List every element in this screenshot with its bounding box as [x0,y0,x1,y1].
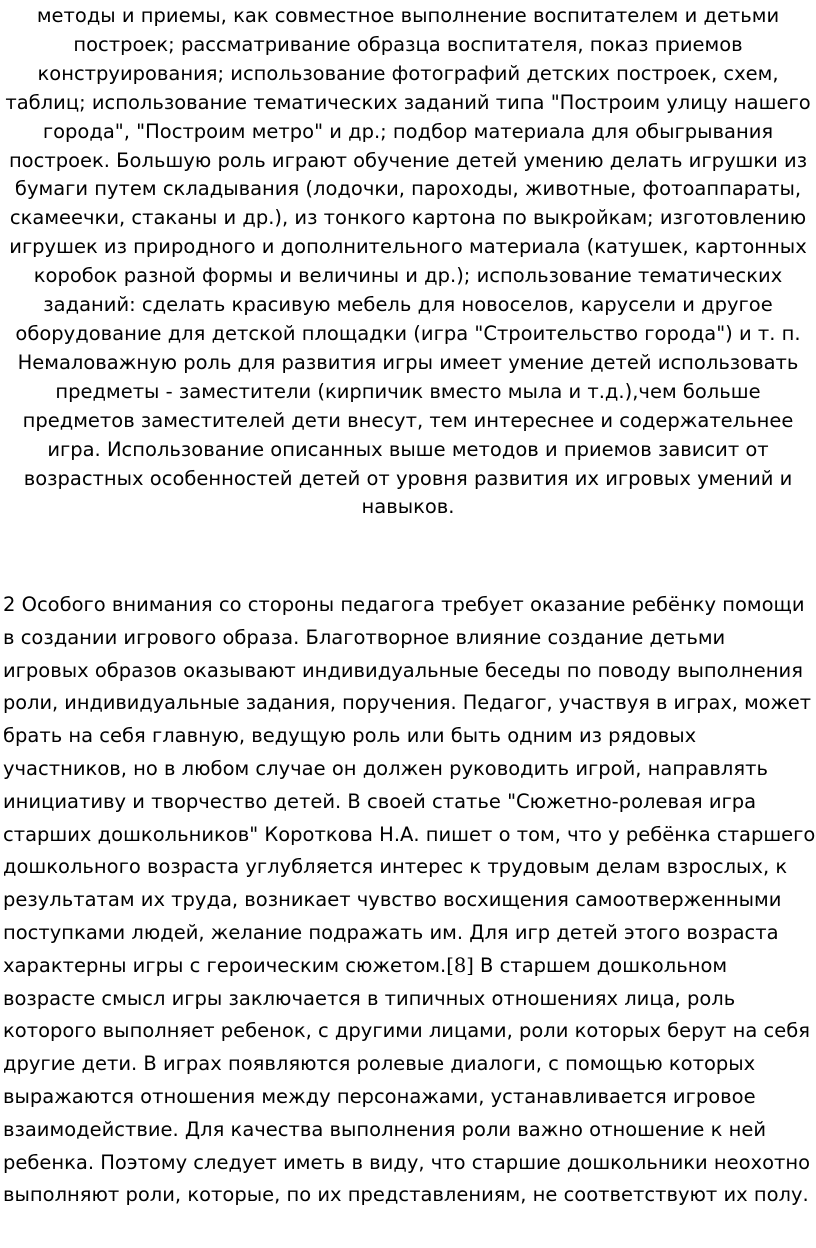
centered-paragraph [4,2,812,522]
text-line: построек; рассматривание образца воспитателя, показ приемов [73,32,743,56]
text-line: брать на себя главную, ведущую роль или быть одним из рядовых [3,724,697,748]
text-line: ребенка. Поэтому следует иметь в виду, что старшие дошкольники неохотно [3,1150,811,1174]
text-line: поступками людей, желание подражать им. Для игр детей этого возраста [3,920,779,944]
text-segment: В старшем дошкольном [473,953,728,977]
text-line: игровых образов оказывают индивидуальные беседы по поводу выполнения [3,658,803,682]
text-line: навыков. [361,495,455,519]
text-line: дошкольного возраста углубляется интерес к трудовым делам взрослых, к [3,855,788,879]
text-line: роли, индивидуальные задания, поручения. Педагог, участвуя в играх, может [3,691,812,715]
text-line: возрастных особенностей детей от уровня развития их игровых умений и [23,466,793,490]
text-line: Немаловажную роль для развития игры имеет умение детей использовать [17,350,799,374]
text-line: предметы - заместители (кирпичик вместо мыла и т.д.),чем больше [55,379,761,403]
text-line: построек. Большую роль играют обучение детей умению делать игрушки из [8,148,808,172]
text-segment: характерны игры с героическим сюжетом. [3,953,447,977]
text-line: методы и приемы, как совместное выполнение воспитателем и детьми [36,4,780,27]
text-line: другие дети. В играх появляются ролевые диалоги, с помощью которых [3,1052,756,1076]
text-line: которого выполняет ребенок, с другими лицами, роли которых берут на себя [3,1019,810,1043]
text-line: коробок разной формы и величины и др.); использование тематических [33,264,783,288]
text-line: взаимодействие. Для качества выполнения роли важно отношение к ней [3,1117,766,1141]
citation-text-line [3,950,815,983]
text-line: участников, но в любом случае он должен руководить игрой, направлять [3,756,768,780]
text-line: выражаются отношения между персонажами, устанавливается игровое [3,1084,756,1108]
text-line: заданий: сделать красивую мебель для новоселов, карусели и другое [43,293,773,317]
text-line: инициативу и творчество детей. В своей статье "Сюжетно-ролевая игра [3,789,757,813]
text-line: конструирования; использование фотографий детских построек, схем, [37,61,779,85]
text-line: результатам их труда, возникает чувство восхищения самоотверженными [3,888,782,912]
text-line: возрасте смысл игры заключается в типичных отношениях лица, роль [3,986,736,1010]
text-line: скамеечки, стаканы и др.), из тонкого картона по выкройкам; изготовлению [9,206,807,230]
text-line: таблиц; использование тематических заданий типа "Построим улицу нашего [5,90,811,114]
text-line: в создании игрового образа. Благотворное влияние создание детьми [3,625,726,649]
body-paragraph [3,589,815,1212]
text-line: 2 Особого внимания со стороны педагога требует оказание ребёнку помощи [3,593,805,616]
text-line: игрушек из природного и дополнительного материала (катушек, картонных [9,235,807,259]
text-line: старших дошкольников" Короткова Н.А. пишет о том, что у ребёнка старшего [3,822,816,846]
text-line: предметов заместителей дети внесут, тем интереснее и содержательнее [22,408,794,432]
text-line: города", "Построим метро" и др.; подбор материала для обыгрывания [42,119,774,143]
text-line: игра. Использование описанных выше методов и приемов зависит от [47,437,769,461]
text-line: оборудование для детской площадки (игра "Строительство города") и т. п. [15,321,801,345]
citation-reference: [8] [446,953,474,977]
text-line: выполняют роли, которые, по их представлениям, не соответствуют их полу. [3,1183,809,1207]
text-line: бумаги путем складывания (лодочки, пароходы, животные, фотоаппараты, [14,177,802,201]
